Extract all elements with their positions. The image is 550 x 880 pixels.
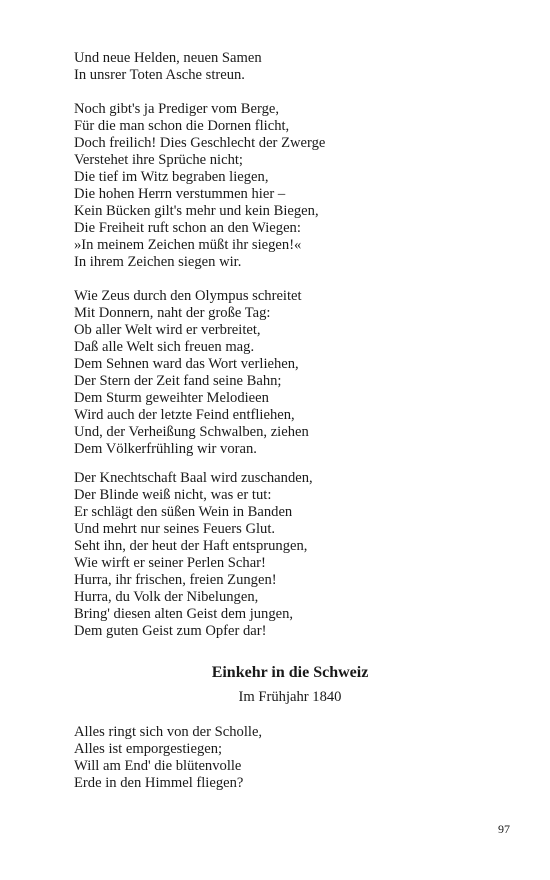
verse-line: Wie wirft er seiner Perlen Schar! <box>74 555 266 572</box>
verse-line: Und neue Helden, neuen Samen <box>74 50 262 66</box>
verse-line: »In meinem Zeichen müßt ihr siegen!« <box>74 237 302 254</box>
verse-line: Seht ihn, der heut der Haft entsprungen, <box>74 538 308 555</box>
verse-line: Dem guten Geist zum Opfer dar! <box>74 623 267 640</box>
verse-line: Der Knechtschaft Baal wird zuschanden, <box>74 470 313 486</box>
stanza-next-poem-1 <box>74 724 262 792</box>
verse-line: In ihrem Zeichen siegen wir. <box>74 254 242 271</box>
verse-line: Bring' diesen alten Geist dem jungen, <box>74 606 294 623</box>
verse-line: Erde in den Himmel fliegen? <box>74 775 244 792</box>
verse-line: Und mehrt nur seines Feuers Glut. <box>74 521 276 538</box>
verse-line: Verstehet ihre Sprüche nicht; <box>74 152 243 169</box>
stanza-4 <box>74 470 313 640</box>
verse-line: Kein Bücken gilt's mehr und kein Biegen, <box>74 203 319 220</box>
stanza-3 <box>74 288 309 458</box>
stanza-2 <box>74 101 325 271</box>
stanza-1 <box>74 50 262 84</box>
verse-line: Für die man schon die Dornen flicht, <box>74 118 290 135</box>
verse-line: Dem Sehnen ward das Wort verliehen, <box>74 356 299 373</box>
verse-line: Der Stern der Zeit fand seine Bahn; <box>74 373 282 390</box>
poem-subtitle: Im Frühjahr 1840 <box>238 689 342 705</box>
verse-line: Und, der Verheißung Schwalben, ziehen <box>74 424 309 441</box>
verse-line: Die tief im Witz begraben liegen, <box>74 169 269 186</box>
verse-line: Die hohen Herrn verstummen hier – <box>74 186 286 203</box>
verse-line: Wird auch der letzte Feind entfliehen, <box>74 407 295 424</box>
verse-line: Dem Völkerfrühling wir voran. <box>74 441 257 458</box>
verse-line: In unsrer Toten Asche streun. <box>74 67 245 84</box>
verse-line: Wie Zeus durch den Olympus schreitet <box>74 288 302 304</box>
verse-line: Alles ist emporgestiegen; <box>74 741 223 758</box>
verse-line: Ob aller Welt wird er verbreitet, <box>74 322 261 339</box>
verse-line: Will am End' die blütenvolle <box>74 758 242 775</box>
poem-title: Einkehr in die Schweiz <box>211 664 369 681</box>
verse-line: Er schlägt den süßen Wein in Banden <box>74 504 293 521</box>
verse-line: Doch freilich! Dies Geschlecht der Zwerge <box>74 135 326 152</box>
verse-line: Die Freiheit ruft schon an den Wiegen: <box>74 220 301 237</box>
page-number: 97 <box>498 822 510 836</box>
verse-line: Daß alle Welt sich freuen mag. <box>74 339 255 356</box>
verse-line: Der Blinde weiß nicht, was er tut: <box>74 487 272 504</box>
verse-line: Dem Sturm geweihter Melodieen <box>74 390 269 407</box>
verse-line: Mit Donnern, naht der große Tag: <box>74 305 271 322</box>
verse-line: Alles ringt sich von der Scholle, <box>74 724 263 740</box>
verse-line: Hurra, ihr frischen, freien Zungen! <box>74 572 277 589</box>
verse-line: Hurra, du Volk der Nibelungen, <box>74 589 259 606</box>
verse-line: Noch gibt's ja Prediger vom Berge, <box>74 101 280 117</box>
